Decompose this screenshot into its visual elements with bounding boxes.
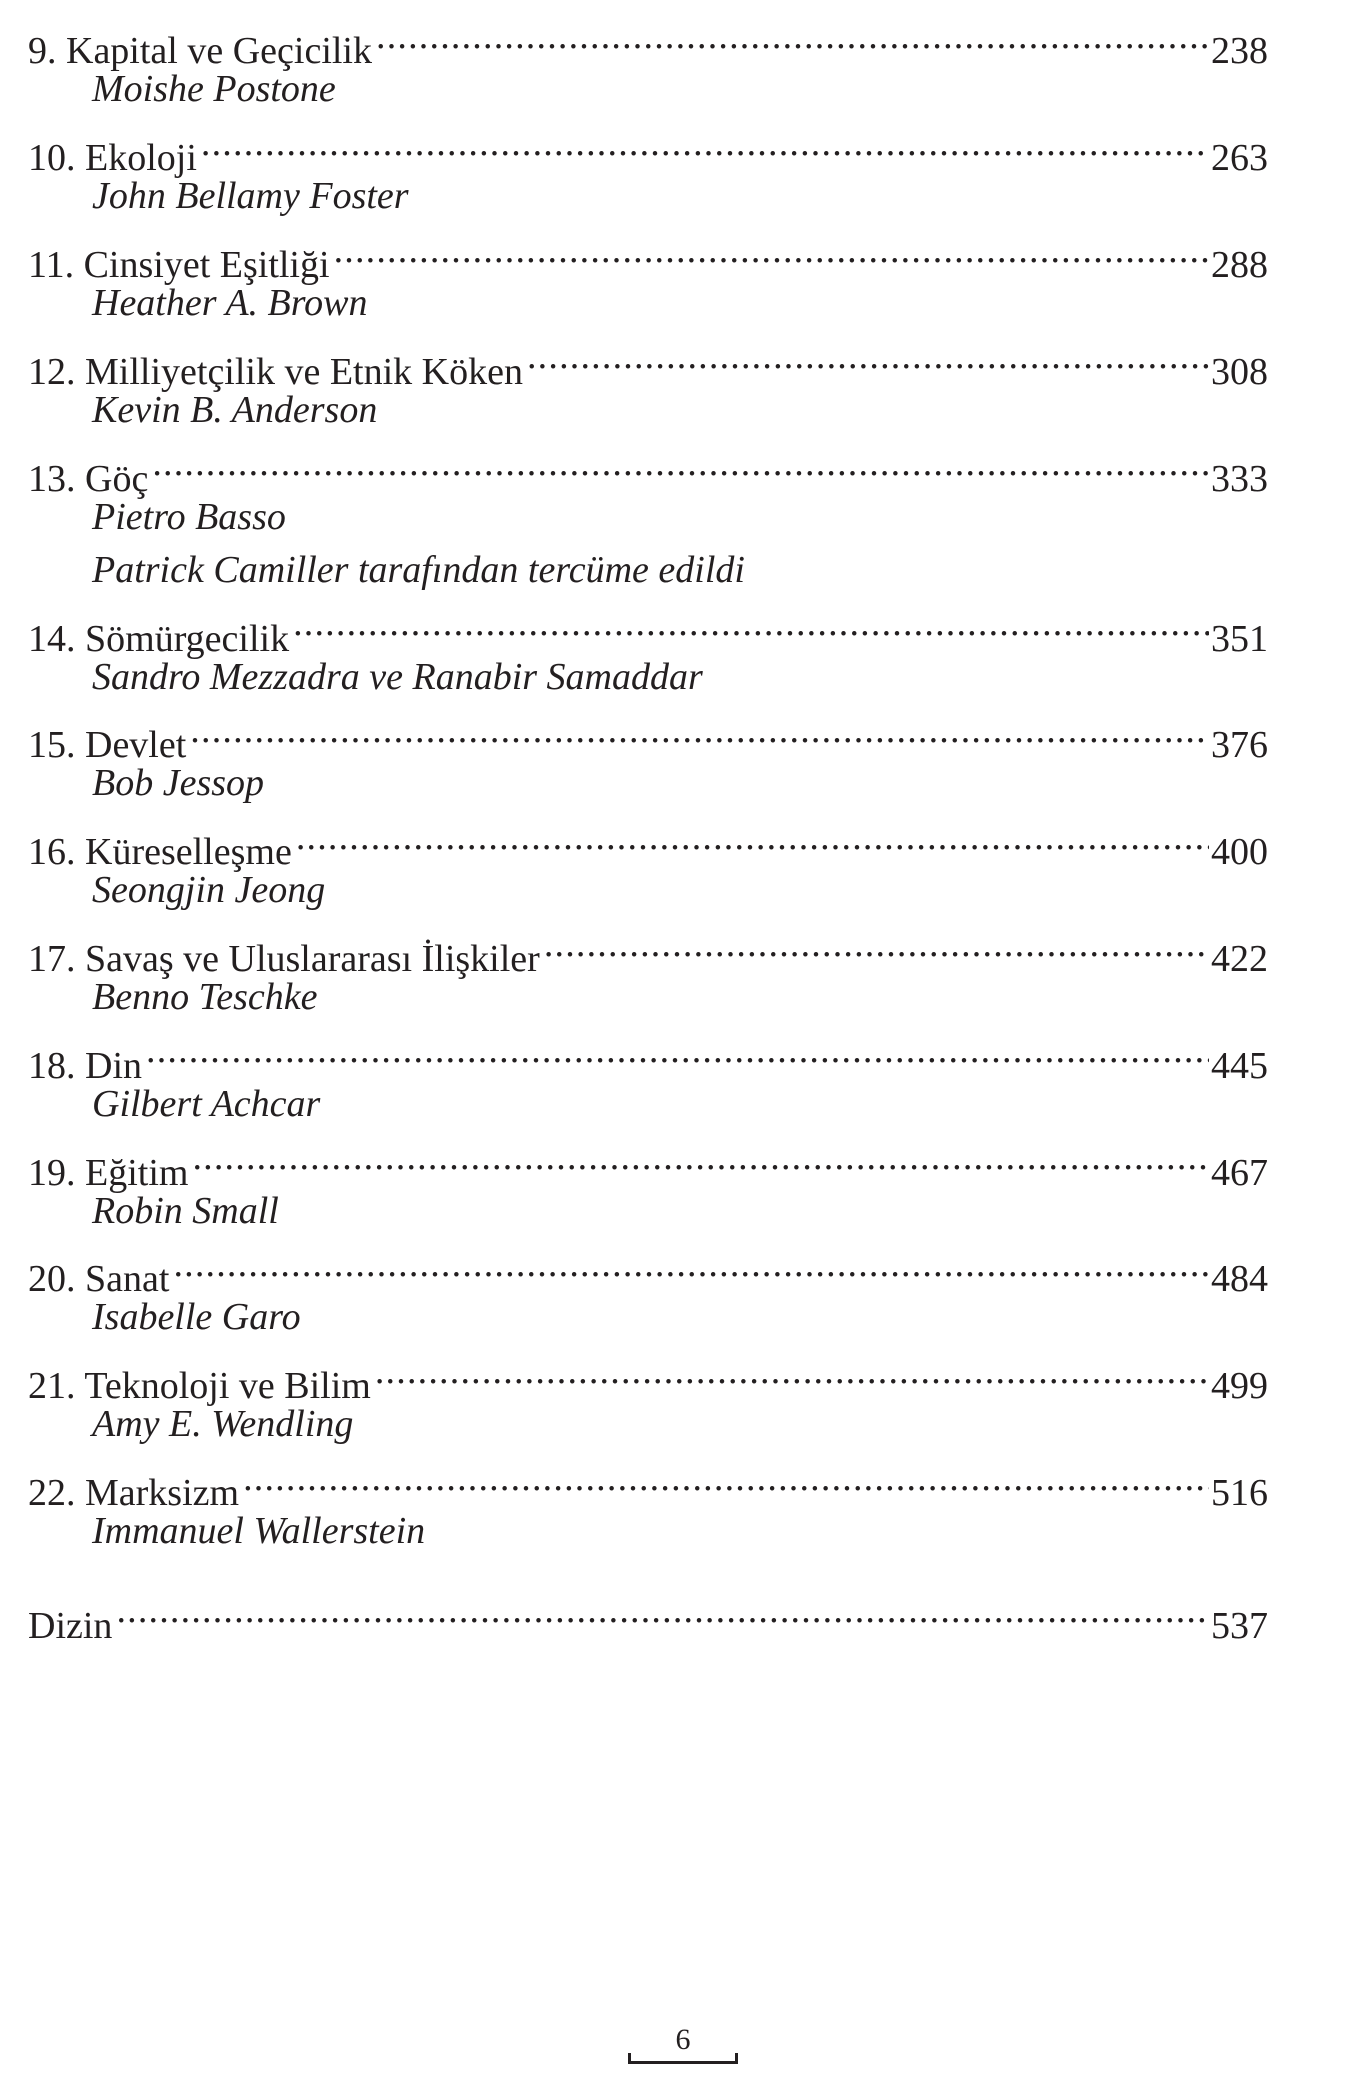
chapter-page-number: 376	[1211, 724, 1268, 767]
dot-leader	[375, 1345, 1209, 1398]
chapter-title: 19. Eğitim	[28, 1151, 189, 1194]
chapter-title: 11. Cinsiyet Eşitliği	[28, 243, 330, 286]
dot-leader	[376, 10, 1209, 63]
chapter-author: Gilbert Achcar	[92, 1082, 321, 1125]
chapter-author: Patrick Camiller tarafından tercüme edildi	[92, 548, 745, 591]
chapter-author: Benno Teschke	[92, 976, 318, 1019]
chapter-author: Moishe Postone	[92, 68, 336, 111]
table-of-contents	[28, 10, 1268, 1647]
toc-entry[interactable]	[28, 597, 1268, 660]
chapter-title: 15. Devlet	[28, 724, 187, 767]
chapter-page-number: 484	[1211, 1258, 1268, 1301]
toc-entry[interactable]	[28, 437, 1268, 500]
chapter-author: Kevin B. Anderson	[92, 388, 378, 431]
page-number-bracket	[628, 2053, 738, 2064]
dot-leader	[201, 117, 1209, 170]
chapter-author: Seongjin Jeong	[92, 869, 326, 912]
dot-leader	[146, 1024, 1209, 1077]
toc-entry[interactable]	[28, 10, 1268, 73]
chapter-title: 17. Savaş ve Uluslararası İlişkiler	[28, 938, 540, 981]
toc-entry[interactable]	[28, 224, 1268, 286]
dot-leader	[190, 704, 1209, 757]
chapter-title: 18. Din	[28, 1044, 142, 1087]
chapter-page-number: 445	[1211, 1044, 1268, 1087]
chapter-page-number: 263	[1211, 137, 1268, 180]
toc-entry[interactable]	[28, 1452, 1268, 1514]
dot-leader	[293, 597, 1209, 650]
toc-entry[interactable]	[28, 117, 1268, 180]
chapter-author: Amy E. Wendling	[92, 1403, 354, 1446]
chapter-title: 16. Küreselleşme	[28, 831, 292, 874]
chapter-page-number: 238	[1211, 30, 1268, 73]
chapter-page-number: 351	[1211, 617, 1268, 660]
chapter-list	[28, 10, 1268, 1558]
toc-entry[interactable]	[28, 811, 1268, 874]
dot-leader	[296, 811, 1209, 864]
index-page-number: 537	[1211, 1604, 1268, 1647]
chapter-page-number: 308	[1211, 350, 1268, 393]
chapter-title: 21. Teknoloji ve Bilim	[28, 1365, 371, 1408]
page-number	[628, 2022, 738, 2072]
dot-leader	[243, 1452, 1209, 1505]
chapter-author: Isabelle Garo	[92, 1296, 301, 1339]
toc-entry[interactable]	[28, 704, 1268, 767]
index-title: Dizin	[28, 1604, 113, 1647]
chapter-title: 13. Göç	[28, 457, 149, 500]
chapter-page-number: 467	[1211, 1151, 1268, 1194]
chapter-author: Robin Small	[92, 1189, 279, 1232]
toc-entry[interactable]	[28, 330, 1268, 393]
chapter-title: 14. Sömürgecilik	[28, 617, 290, 660]
chapter-author: Pietro Basso	[92, 495, 286, 538]
chapter-page-number: 400	[1211, 831, 1268, 874]
chapter-title: 12. Milliyetçilik ve Etnik Köken	[28, 350, 523, 393]
toc-entry[interactable]	[28, 1238, 1268, 1301]
chapter-author: Sandro Mezzadra ve Ranabir Samaddar	[92, 655, 703, 698]
toc-entry[interactable]	[28, 1131, 1268, 1194]
dot-leader	[192, 1131, 1209, 1184]
dot-leader	[116, 1584, 1209, 1637]
toc-entry[interactable]	[28, 1345, 1268, 1408]
dot-leader	[334, 224, 1209, 277]
toc-entry[interactable]	[28, 918, 1268, 981]
chapter-page-number: 288	[1211, 243, 1268, 286]
index-entry[interactable]	[28, 1584, 1268, 1647]
dot-leader	[152, 437, 1209, 490]
page-number-label: 6	[675, 2023, 691, 2056]
dot-leader	[173, 1238, 1209, 1291]
chapter-author: John Bellamy Foster	[92, 175, 409, 218]
chapter-author: Bob Jessop	[92, 762, 265, 805]
chapter-page-number: 516	[1211, 1471, 1268, 1514]
chapter-title: 22. Marksizm	[28, 1471, 240, 1514]
chapter-title: 9. Kapital ve Geçicilik	[28, 30, 372, 73]
toc-entry[interactable]	[28, 1024, 1268, 1087]
chapter-page-number: 422	[1211, 938, 1268, 981]
chapter-title: 10. Ekoloji	[28, 137, 197, 180]
chapter-page-number: 333	[1211, 457, 1268, 500]
dot-leader	[527, 330, 1209, 383]
chapter-author: Immanuel Wallerstein	[92, 1509, 426, 1552]
chapter-title: 20. Sanat	[28, 1258, 170, 1301]
chapter-author: Heather A. Brown	[92, 281, 368, 324]
chapter-page-number: 499	[1211, 1365, 1268, 1408]
dot-leader	[544, 918, 1209, 971]
